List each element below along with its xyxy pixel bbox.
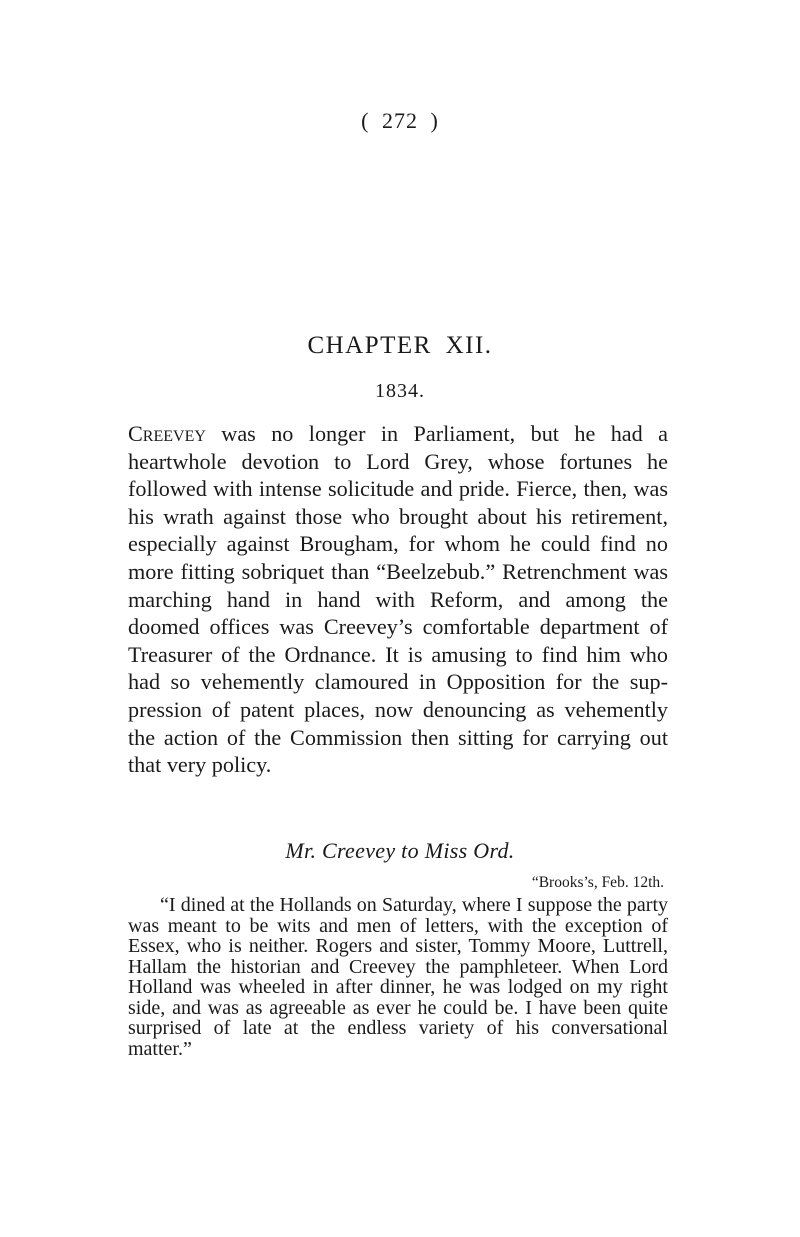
narrative-text: was no longer in Parliament, but he had a heartwhole devotion to Lord Grey, whose fortunes he followed with intense solicitude and pride. Fierce, then, was his wrath against those who brought about his retirement, especially against Brougham, for whom he could find no more fitting sobriquet than “Beelzebub.” Retrenchment was marching hand in hand with Reform, and among the doomed offices was Creevey’s comfortable department of Treasurer of the Ordnance. It is amusing to find him who had so vehemently clamoured in Opposition for the suppression of patent places, now denouncing as vehemently the action of the Commission then sitting for carrying out that very policy. (128, 421, 668, 778)
chapter-year: 1834. (375, 380, 425, 402)
narrative-first-word: Creevey (128, 421, 206, 446)
narrative-paragraph (128, 420, 668, 779)
letter-dateline: “Brooks’s, Feb. 12th. (531, 874, 664, 891)
page-number: ( 272 ) (361, 108, 439, 133)
chapter-title: CHAPTER XII. (307, 332, 493, 359)
letter-text: “I dined at the Hollands on Saturday, where I suppose the party was meant to be wits and men of letters, with the exception of Essex, who is neither. Rogers and sister, Tommy Moore, Luttrell, Hallam the historian and Creevey the pamphleteer. When Lord Holland was wheeled in after dinner, he was lodged on my right side, and was as agreeable as ever he could be. I have been quite surprised of late at the endless variety of his conversational matter.” (128, 894, 668, 1060)
letter-heading: Mr. Creevey to Miss Ord. (285, 838, 515, 863)
